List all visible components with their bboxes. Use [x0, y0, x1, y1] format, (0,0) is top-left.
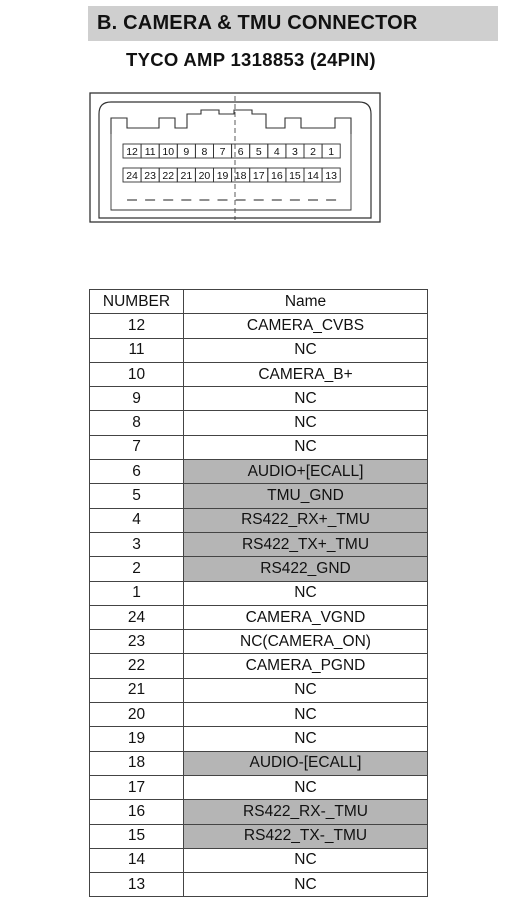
pin-name-cell: NC: [184, 387, 428, 411]
pin-number-cell: 14: [90, 848, 184, 872]
pin-name-cell: NC(CAMERA_ON): [184, 630, 428, 654]
table-row: [90, 435, 428, 459]
table-row: [90, 460, 428, 484]
table-row: [90, 362, 428, 386]
pin-name-cell: NC: [184, 435, 428, 459]
table-row: [90, 800, 428, 824]
table-row: [90, 873, 428, 897]
pin-label: 8: [201, 146, 208, 158]
pin-name-cell: NC: [184, 848, 428, 872]
pin-name-cell: AUDIO-[ECALL]: [184, 751, 428, 775]
pin-name-cell: RS422_TX+_TMU: [184, 532, 428, 556]
pin-label: 14: [307, 170, 319, 182]
pin-number-cell: 6: [90, 460, 184, 484]
pin-name-cell: NC: [184, 873, 428, 897]
pin-label: 24: [126, 170, 138, 182]
pin-number-cell: 5: [90, 484, 184, 508]
pin-label: 21: [180, 170, 193, 182]
pin-name-cell: NC: [184, 678, 428, 702]
pin-name-cell: CAMERA_PGND: [184, 654, 428, 678]
pin-name-cell: AUDIO+[ECALL]: [184, 460, 428, 484]
table-header-row: [90, 290, 428, 314]
pin-label: 19: [216, 170, 229, 182]
pin-number-cell: 24: [90, 605, 184, 629]
pin-number-cell: 23: [90, 630, 184, 654]
pin-number-cell: 1: [90, 581, 184, 605]
table-row: [90, 508, 428, 532]
pin-number-cell: 16: [90, 800, 184, 824]
connector-diagram: [89, 92, 381, 223]
pin-label: 1: [328, 146, 335, 158]
pin-number-cell: 7: [90, 435, 184, 459]
table-row: [90, 824, 428, 848]
table-row: [90, 411, 428, 435]
pin-number-cell: 21: [90, 678, 184, 702]
pin-number-cell: 4: [90, 508, 184, 532]
table-row: [90, 703, 428, 727]
pin-number-cell: 22: [90, 654, 184, 678]
pin-number-cell: 19: [90, 727, 184, 751]
pin-name-cell: NC: [184, 703, 428, 727]
pin-number-cell: 8: [90, 411, 184, 435]
pin-number-cell: 9: [90, 387, 184, 411]
pin-name-cell: RS422_TX-_TMU: [184, 824, 428, 848]
pin-label: 23: [144, 170, 156, 182]
table-row: [90, 727, 428, 751]
pin-name-cell: NC: [184, 775, 428, 799]
pin-label: 2: [310, 146, 316, 158]
pin-name-cell: NC: [184, 581, 428, 605]
pin-label: 3: [292, 146, 298, 158]
connector-part-number: TYCO AMP 1318853 (24PIN): [126, 49, 376, 70]
pin-label: 20: [198, 170, 211, 182]
table-row: [90, 532, 428, 556]
pin-name-cell: TMU_GND: [184, 484, 428, 508]
pin-label: 11: [144, 146, 156, 158]
pin-label: 13: [325, 170, 337, 182]
pin-label: 12: [126, 146, 138, 158]
pin-number-cell: 15: [90, 824, 184, 848]
pin-number-cell: 20: [90, 703, 184, 727]
connector-drawing: [89, 92, 381, 223]
pin-label: 15: [289, 170, 301, 182]
table-row: [90, 605, 428, 629]
pin-number-cell: 12: [90, 314, 184, 338]
pin-label: 22: [162, 170, 175, 182]
table-row: [90, 484, 428, 508]
pin-name-cell: NC: [184, 727, 428, 751]
table-row: [90, 557, 428, 581]
table-row: [90, 387, 428, 411]
pin-name-cell: CAMERA_VGND: [184, 605, 428, 629]
table-row: [90, 581, 428, 605]
table-row: [90, 678, 428, 702]
table-row: [90, 775, 428, 799]
table-row: [90, 654, 428, 678]
section-title: B. CAMERA & TMU CONNECTOR: [88, 6, 498, 41]
pin-name-cell: CAMERA_B+: [184, 362, 428, 386]
table-row: [90, 751, 428, 775]
pin-label: 16: [271, 170, 283, 182]
column-header-number: NUMBER: [90, 290, 184, 314]
pin-name-cell: NC: [184, 411, 428, 435]
pin-label: 17: [252, 170, 265, 182]
pin-number-cell: 17: [90, 775, 184, 799]
table-row: [90, 338, 428, 362]
pin-label: 18: [234, 170, 247, 182]
pin-number-cell: 3: [90, 532, 184, 556]
pin-label: 6: [237, 146, 244, 158]
pin-name-cell: CAMERA_CVBS: [184, 314, 428, 338]
pin-label: 7: [219, 146, 226, 158]
pin-label: 4: [273, 146, 280, 158]
table-row: [90, 630, 428, 654]
table-row: [90, 848, 428, 872]
pinout-rows: [90, 314, 428, 897]
pin-name-cell: RS422_GND: [184, 557, 428, 581]
pin-number-cell: 2: [90, 557, 184, 581]
pinout-table: [89, 289, 428, 897]
column-header-name: Name: [184, 290, 428, 314]
pin-label: 5: [255, 146, 262, 158]
pin-number-cell: 11: [90, 338, 184, 362]
pin-number-cell: 13: [90, 873, 184, 897]
table-row: [90, 314, 428, 338]
pin-number-cell: 18: [90, 751, 184, 775]
pin-label: 9: [183, 146, 190, 158]
pin-name-cell: NC: [184, 338, 428, 362]
pin-number-cell: 10: [90, 362, 184, 386]
pin-label: 10: [162, 146, 175, 158]
pin-name-cell: RS422_RX+_TMU: [184, 508, 428, 532]
pin-name-cell: RS422_RX-_TMU: [184, 800, 428, 824]
